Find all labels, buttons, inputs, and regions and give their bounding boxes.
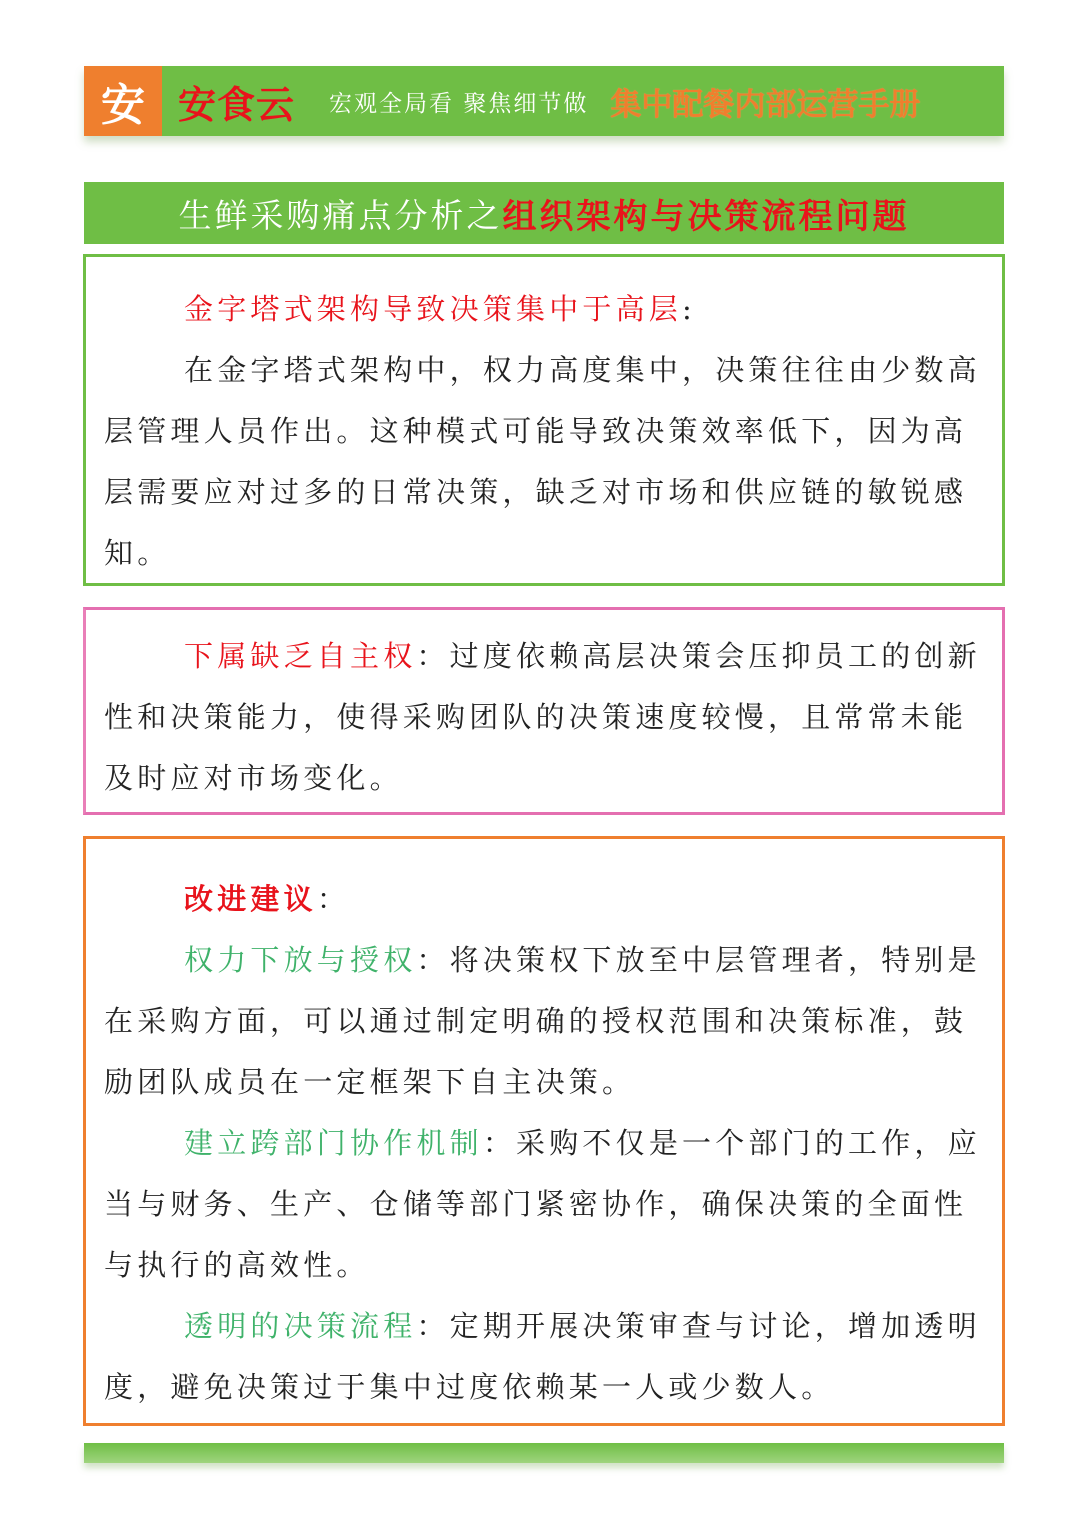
manual-title: 集中配餐内部运营手册 [610,86,921,123]
brand-name: 安食云 [178,82,296,127]
section-title-prefix: 生鲜采购痛点分析之 [178,195,503,235]
suggestion-item [104,930,982,1113]
header-banner [84,66,1004,136]
suggestions-box [83,836,1005,1426]
suggestions-heading-colon: ： [316,882,351,916]
pyramid-heading [104,279,982,340]
pyramid-heading-text: 金字塔式架构导致决策集中于高层 [184,292,683,326]
autonomy-term: 下属缺乏自主权 [184,639,417,673]
suggestion-term: 权力下放与授权 [184,943,417,977]
suggestions-heading [104,869,982,930]
logo-badge [84,66,162,136]
suggestions-heading-text: 改进建议 [184,882,317,916]
suggestion-text: ：定期开展决策审查与讨论，增加透明度，避免决策过于集中过度依赖某一人或少数人。 [104,1309,981,1404]
logo-char: 安 [101,80,145,131]
suggestion-text: ：将决策权下放至中层管理者，特别是在采购方面，可以通过制定明确的授权范围和决策标准，鼓励团队成员在一定框架下自主决策。 [104,943,981,1099]
suggestion-term: 建立跨部门协作机制 [184,1126,483,1160]
autonomy-box [83,607,1005,815]
pyramid-structure-box [83,254,1005,586]
autonomy-paragraph [104,626,982,809]
pyramid-body: 在金字塔式架构中，权力高度集中，决策往往由少数高层管理人员作出。这种模式可能导致决策效率低下，因为高层需要应对过多的日常决策，缺乏对市场和供应链的敏锐感知。 [104,353,981,570]
suggestion-item [104,1113,982,1296]
pyramid-heading-colon: : [682,292,696,326]
footer-bar [84,1443,1004,1463]
section-title-highlight: 组织架构与决策流程问题 [502,196,910,237]
suggestion-term: 透明的决策流程 [184,1309,417,1343]
section-title-bar [84,182,1004,244]
slogan: 宏观全局看 聚焦细节做 [329,90,589,117]
suggestion-text: ：采购不仅是一个部门的工作，应当与财务、生产、仓储等部门紧密协作，确保决策的全面性与执行的高效性。 [104,1126,981,1282]
autonomy-text: ：过度依赖高层决策会压抑员工的创新性和决策能力，使得采购团队的决策速度较慢，且常常未能及时应对市场变化。 [104,639,981,795]
suggestion-item [104,1296,982,1418]
